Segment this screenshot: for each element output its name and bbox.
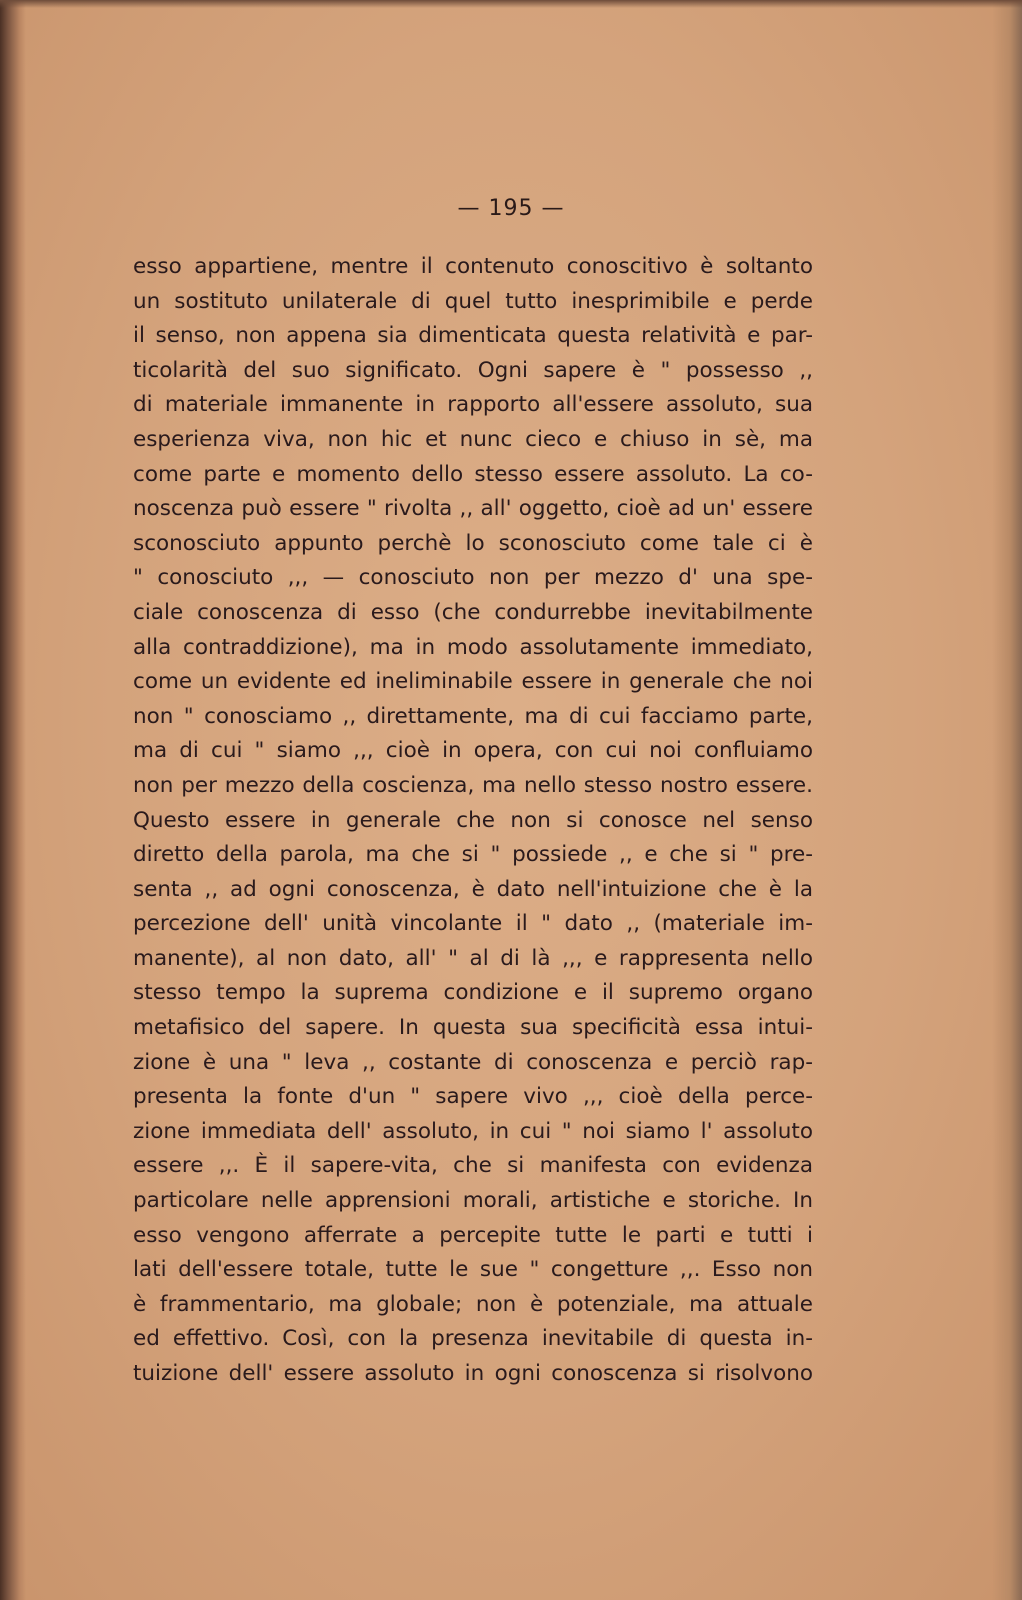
text-line: zione è una " leva ,, costante di conoscenza e perciò rap- — [133, 1049, 813, 1075]
text-line: ed effettivo. Così, con la presenza inevitabile di questa in- — [133, 1326, 813, 1352]
text-line: " conosciuto ,,, — conosciuto non per mezzo d' una spe- — [133, 565, 813, 591]
text-line: noscenza può essere " rivolta ,, all' oggetto, cioè ad un' essere — [133, 496, 813, 522]
page-left-edge — [0, 0, 26, 1600]
text-line: manente), al non dato, all' " al di là ,,, e rappresenta nello — [133, 945, 813, 971]
page-number: — 195 — — [457, 196, 565, 221]
text-line: come un evidente ed ineliminabile essere in generale che noi — [133, 669, 813, 695]
text-line: è frammentario, ma globale; non è potenziale, ma attuale — [133, 1291, 813, 1317]
text-line: percezione dell' unità vincolante il " dato ,, (materiale im- — [133, 911, 813, 937]
page-top-edge — [0, 0, 1022, 8]
text-line: Questo essere in generale che non si conosce nel senso — [133, 807, 813, 833]
text-line: esso appartiene, mentre il contenuto conoscitivo è soltanto — [133, 254, 813, 279]
text-line: zione immediata dell' assoluto, in cui " noi siamo l' assoluto — [133, 1118, 813, 1144]
text-line: senta ,, ad ogni conoscenza, è dato nell'intuizione che è la — [133, 876, 813, 902]
text-line: un sostituto unilaterale di quel tutto inesprimibile e perde — [133, 288, 813, 314]
body-text — [133, 250, 813, 1392]
text-line: sconosciuto appunto perchè lo sconosciuto come tale ci è — [133, 530, 813, 556]
text-line: particolare nelle apprensioni morali, artistiche e storiche. In — [133, 1188, 813, 1214]
text-line: alla contraddizione), ma in modo assolutamente immediato, — [133, 634, 813, 660]
text-line: di materiale immanente in rapporto all'essere assoluto, sua — [133, 392, 813, 418]
text-line: lati dell'essere totale, tutte le sue " congetture ,,. Esso non — [133, 1257, 813, 1283]
text-line: presenta la fonte d'un " sapere vivo ,,, cioè della perce- — [133, 1084, 813, 1110]
text-line: stesso tempo la suprema condizione e il supremo organo — [133, 980, 813, 1006]
text-line: tuizione dell' essere assoluto in ogni conoscenza si risolvono — [133, 1361, 813, 1386]
text-line: non " conosciamo ,, direttamente, ma di cui facciamo parte, — [133, 703, 813, 729]
text-line: essere ,,. È il sapere-vita, che si manifesta con evidenza — [133, 1153, 813, 1179]
text-line: ma di cui " siamo ,,, cioè in opera, con cui noi confluiamo — [133, 738, 813, 764]
text-line: non per mezzo della coscienza, ma nello stesso nostro essere. — [133, 772, 813, 798]
text-line: metafisico del sapere. In questa sua specificità essa intui- — [133, 1015, 813, 1041]
text-line: ticolarità del suo significato. Ogni sapere è " possesso ,, — [133, 357, 813, 383]
text-line: diretto della parola, ma che si " possiede ,, e che si " pre- — [133, 842, 813, 868]
text-line: ciale conoscenza di esso (che condurrebbe inevitabilmente — [133, 599, 813, 625]
text-line: il senso, non appena sia dimenticata questa relatività e par- — [133, 323, 813, 349]
text-line: esso vengono afferrate a percepite tutte le parti e tutti i — [133, 1222, 813, 1248]
page-right-edge — [992, 0, 1022, 1600]
text-line: esperienza viva, non hic et nunc cieco e chiuso in sè, ma — [133, 426, 813, 452]
text-line: come parte e momento dello stesso essere assoluto. La co- — [133, 461, 813, 487]
